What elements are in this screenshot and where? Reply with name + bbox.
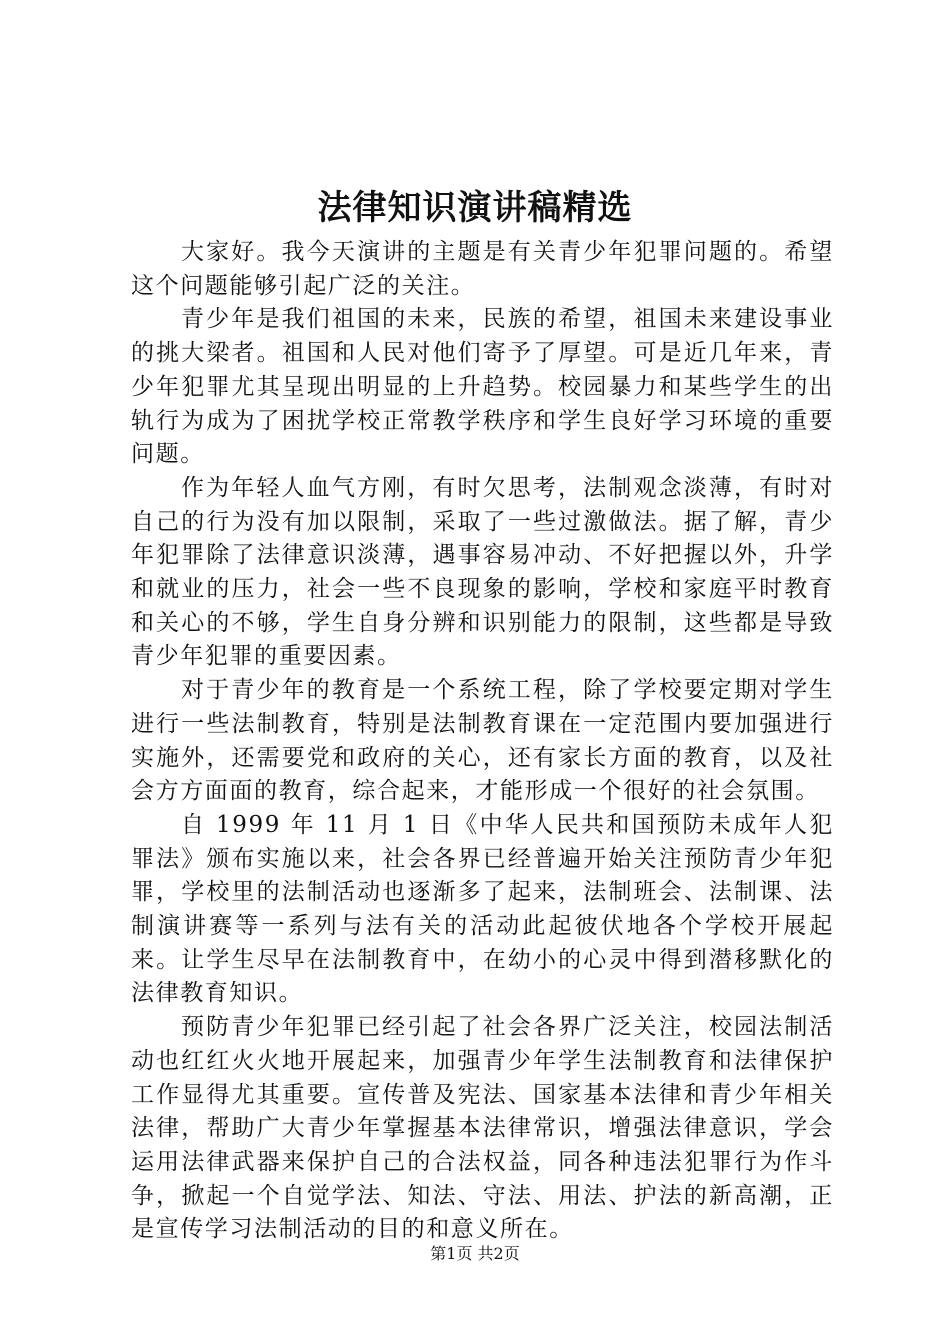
- paragraph-youth-future: 青少年是我们祖国的未来，民族的希望，祖国未来建设事业的挑大梁者。祖国和人民对他们寄予了厚望。可是近几年来，青少年犯罪尤其呈现出明显的上升趋势。校园暴力和某些学生的出轨行为成为了困扰学校正常教学秩序和学生良好学习环境的重要问题。: [131, 306, 834, 468]
- paragraph-conclusion: 预防青少年犯罪已经引起了社会各界广泛关注，校园法制活动也红红火火地开展起来，加强青少年学生法制教育和法律保护工作显得尤其重要。宣传普及宪法、国家基本法律和青少年相关法律，帮助广大青少年掌握基本法律常识，增强法律意识，学会运用法律武器来保护自己的合法权益，同各种违法犯罪行为作斗争，掀起一个自觉学法、知法、守法、用法、护法的新高潮，正是宣传学习法制活动的目的和意义所在。: [131, 1014, 834, 1243]
- paragraph-causes: 作为年轻人血气方刚，有时欠思考，法制观念淡薄，有时对自己的行为没有加以限制，采取了一些过激做法。据了解，青少年犯罪除了法律意识淡薄，遇事容易冲动、不好把握以外，升学和就业的压力，社会一些不良现象的影响，学校和家庭平时教育和关心的不够，学生自身分辨和识别能力的限制，这些都是导致青少年犯罪的重要因素。: [131, 474, 834, 670]
- paragraph-education: 对于青少年的教育是一个系统工程，除了学校要定期对学生进行一些法制教育，特别是法制教育课在一定范围内要加强进行实施外，还需要党和政府的关心，还有家长方面的教育，以及社会方方面面的教育，综合起来，才能形成一个很好的社会氛围。: [131, 677, 834, 805]
- document-body: [131, 236, 834, 1247]
- page-number-footer: 第1页 共2页: [430, 1244, 520, 1263]
- paragraph-greeting: 大家好。我今天演讲的主题是有关青少年犯罪问题的。希望这个问题能够引起广泛的关注。: [131, 239, 834, 299]
- document-title: 法律知识演讲稿精选: [317, 188, 633, 228]
- paragraph-law-1999: 自 1999 年 11 月 1 日《中华人民共和国预防未成年人犯罪法》颁布实施以来，社会各界已经普遍开始关注预防青少年犯罪，学校里的法制活动也逐渐多了起来，法制班会、法制课、法制演讲赛等一系列与法有关的活动此起彼伏地各个学校开展起来。让学生尽早在法制教育中，在幼小的心灵中得到潜移默化的法律教育知识。: [131, 811, 834, 1007]
